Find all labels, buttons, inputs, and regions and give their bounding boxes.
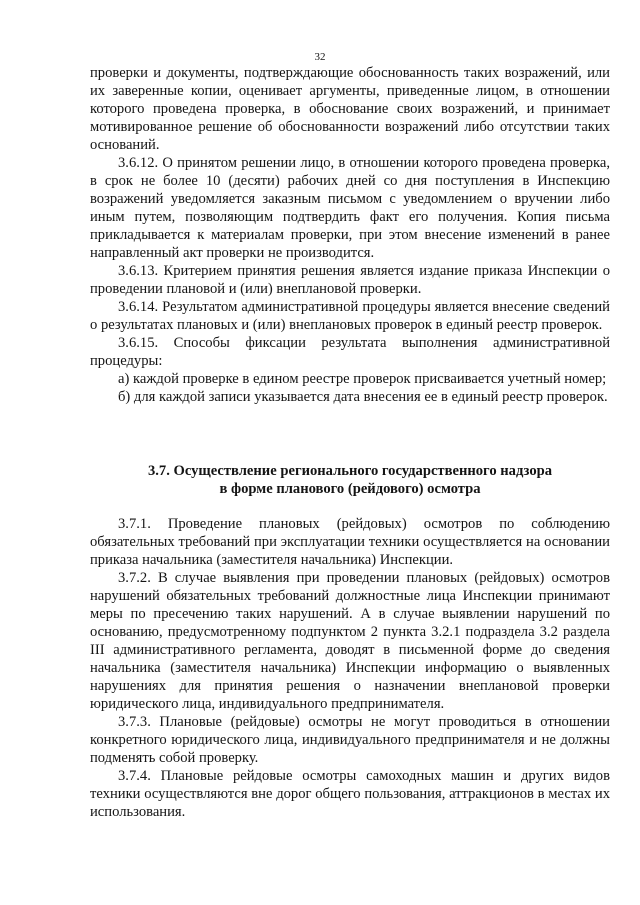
section-heading-line-1: 3.7. Осуществление регионального государственного надзора <box>147 463 553 479</box>
paragraph-3-6-15: 3.6.15. Способы фиксации результата выполнения административной процедуры: <box>90 335 610 369</box>
paragraph-3-6-13: 3.6.13. Критерием принятия решения является издание приказа Инспекции о проведении плановой и (или) внеплановой проверки. <box>90 263 610 297</box>
section-heading <box>90 462 610 498</box>
paragraph-3-7-3: 3.7.3. Плановые (рейдовые) осмотры не могут проводиться в отношении конкретного юридического лица, индивидуального предпринимателя и не должны подменять собой проверку. <box>90 714 610 766</box>
paragraph-3-6-14: 3.6.14. Результатом административной процедуры является внесение сведений о результатах плановых и (или) внеплановых проверок в единый реестр проверок. <box>90 299 610 333</box>
list-item-a: а) каждой проверке в едином реестре проверок присваивается учетный номер; <box>118 371 607 387</box>
intro-text <box>90 64 610 406</box>
paragraph-3-7-4: 3.7.4. Плановые рейдовые осмотры самоходных машин и других видов техники осуществляются вне дорог общего пользования, аттракционов в местах их использования. <box>90 768 610 820</box>
list-item-b: б) для каждой записи указывается дата внесения ее в единый реестр проверок. <box>118 389 608 405</box>
paragraph-3-7-1: 3.7.1. Проведение плановых (рейдовых) осмотров по соблюдению обязательных требований при эксплуатации техники осуществляется на основании приказа начальника (заместителя начальника) Инспекции. <box>90 516 610 568</box>
section-text <box>90 515 610 821</box>
paragraph-3-7-2: 3.7.2. В случае выявления при проведении плановых (рейдовых) осмотров нарушений обязательных требований должностные лица Инспекции принимают меры по пресечению таких нарушений. А в случае выявлении нарушений по основанию, предусмотренному подпунктом 2 пункта 3.2.1 подраздела 3.2 раздела III административного регламента, доводят в письменной форме до сведения начальника (заместителя начальника) Инспекции информацию о выявленных нарушениях для принятия решения о назначении внеплановой проверки юридического лица, индивидуального предпринимателя. <box>90 570 610 712</box>
paragraph-3-6-12: 3.6.12. О принятом решении лицо, в отношении которого проведена проверка, в срок не более 10 (десяти) рабочих дней со дня поступления в Инспекцию возражений уведомляется заказным письмом с уведомлением о вручении либо иным путем, позволяющим подтвердить факт его получения. Копия письма прикладывается к материалам проверки, при этом внесение изменений в ранее направленный акт проверки не производится. <box>90 155 610 261</box>
section-heading-line-2: в форме планового (рейдового) осмотра <box>219 481 481 497</box>
page-number: 32 <box>314 51 326 63</box>
paragraph-continuation: проверки и документы, подтверждающие обоснованность таких возражений, или их заверенные копии, оценивает аргументы, приведенные лицом, в отношении которого проведена проверка, в обоснование своих возражений, и принимает мотивированное решение об обоснованности возражений либо отсутствии таких оснований. <box>90 65 610 153</box>
